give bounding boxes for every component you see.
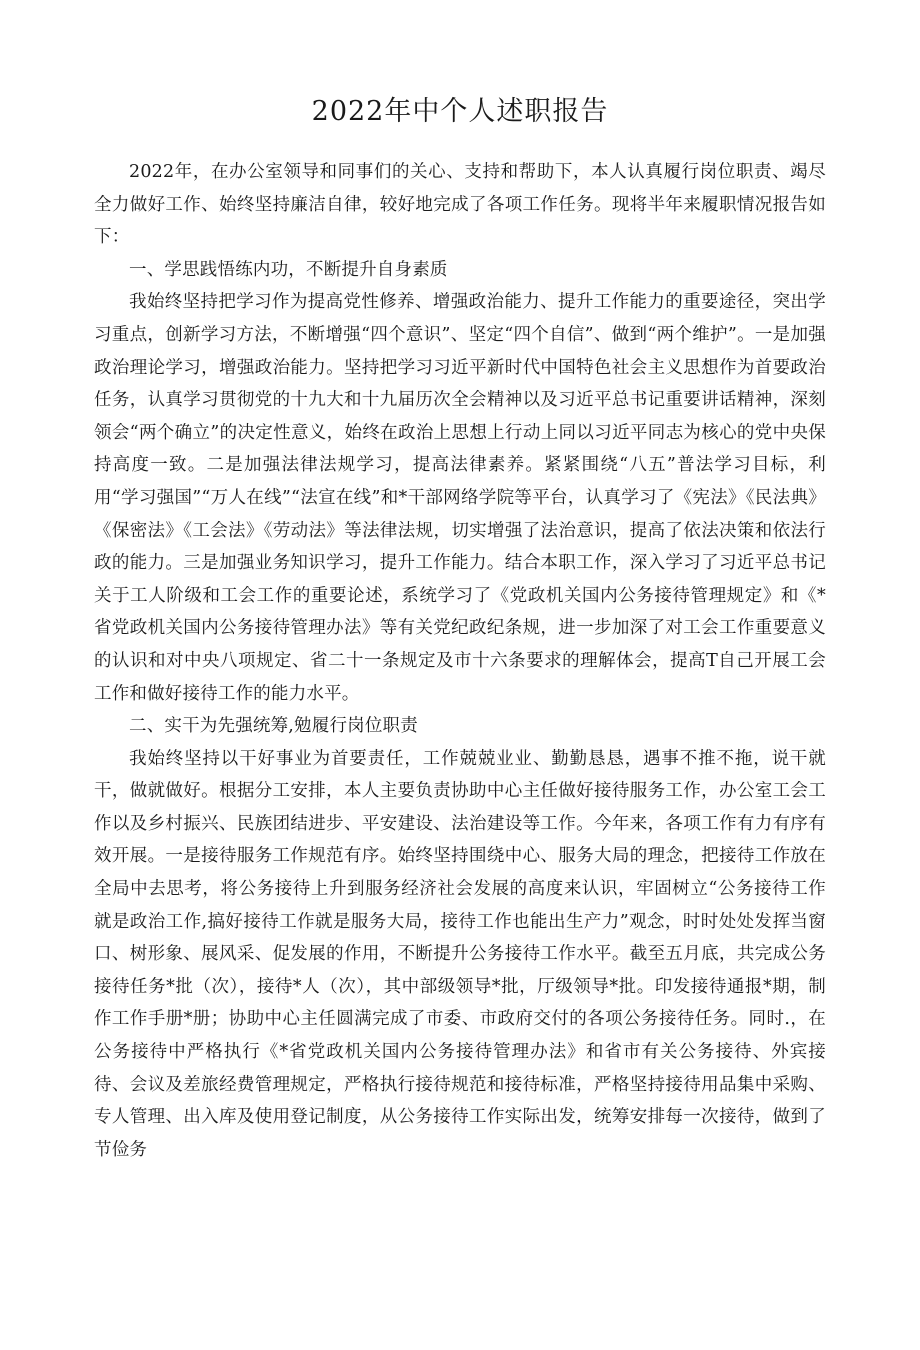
section-1-heading: 一、学思践悟练内功，不断提升自身素质 <box>129 259 448 280</box>
section-1-paragraph: 我始终坚持把学习作为提高党性修养、增强政治能力、提升工作能力的重要途径，突出学习重点，创新学习方法，不断增强“四个意识”、坚定“四个自信”、做到“两个维护”。一是加强政治理论学习，增强政治能力。坚持把学习习近平新时代中国特色社会主义思想作为首要政治任务，认真学习贯彻党的十九大和十九届历次全会精神以及习近平总书记重要讲话精神，深刻领会“两个确立”的决定性意义，始终在政治上思想上行动上同以习近平同志为核心的党中央保持高度一致。二是加强法律法规学习，提高法律素养。紧紧围绕“八五”普法学习目标，利用“学习强国”“万人在线”“法宣在线”和*干部网络学院等平台，认真学习了《宪法》《民法典》《保密法》《工会法》《劳动法》等法律法规，切实增强了法治意识，提高了依法决策和依法行政的能力。三是加强业务知识学习，提升工作能力。结合本职工作，深入学习了习近平总书记关于工人阶级和工会工作的重要论述，系统学习了《党政机关国内公务接待管理规定》和《*省党政机关国内公务接待管理办法》等有关党纪政纪条规，进一步加深了对工会工作重要意义的认识和对中央八项规定、省二十一条规定及市十六条要求的理解体会，提高T自己开展工会工作和做好接待工作的能力水平。 <box>94 292 826 704</box>
document-body <box>94 156 826 1166</box>
document-title: 2022年中个人述职报告 <box>311 96 609 127</box>
section-2-paragraph: 我始终坚持以干好事业为首要责任，工作兢兢业业、勤勤恳恳，遇事不推不拖，说干就干，做就做好。根据分工安排，本人主要负责协助中心主任做好接待服务工作，办公室工会工作以及乡村振兴、民族团结进步、平安建设、法治建设等工作。今年来，各项工作有力有序有效开展。一是接待服务工作规范有序。始终坚持围绕中心、服务大局的理念，把接待工作放在全局中去思考，将公务接待上升到服务经济社会发展的高度来认识，牢固树立“公务接待工作就是政治工作,搞好接待工作就是服务大局，接待工作也能出生产力”观念，时时处处发挥当窗口、树形象、展风采、促发展的作用，不断提升公务接待工作水平。截至五月底，共完成公务接待任务*批（次），接待*人（次），其中部级领导*批，厅级领导*批。印发接待通报*期，制作工作手册*册；协助中心主任圆满完成了市委、市政府交付的各项公务接待任务。同时.，在公务接待中严格执行《*省党政机关国内公务接待管理办法》和省市有关公务接待、外宾接待、会议及差旅经费管理规定，严格执行接待规范和接待标准，严格坚持接待用品集中采购、专人管理、出入库及使用登记制度，从公务接待工作实际出发，统筹安排每一次接待，做到了节俭务 <box>94 748 826 1160</box>
section-2-heading: 二、实干为先强统筹,勉履行岗位职责 <box>129 716 418 737</box>
intro-paragraph: 2022年，在办公室领导和同事们的关心、支持和帮助下，本人认真履行岗位职责、竭尽全力做好工作、始终坚持廉洁自律，较好地完成了各项工作任务。现将半年来履职情况报告如下： <box>94 162 826 248</box>
